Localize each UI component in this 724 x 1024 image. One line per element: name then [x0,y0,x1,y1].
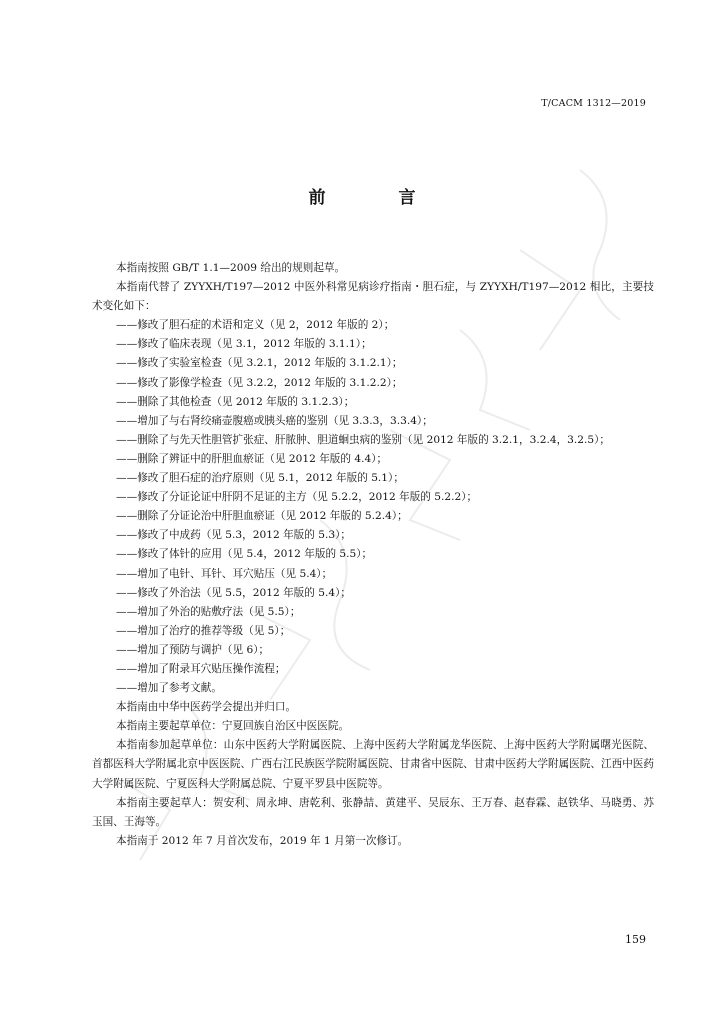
standard-code: T/CACM 1312—2019 [541,98,646,109]
change-item: ——增加了电针、耳针、耳穴贴压（见 5.4）； [116,567,333,580]
change-item: ——修改了胆石症的术语和定义（见 2，2012 年版的 2）； [116,319,395,332]
change-item: ——增加了外治的贴敷疗法（见 5.5）； [116,605,301,618]
paragraph: 本指南主要起草单位：宁夏回族自治区中医医院。 [116,720,350,733]
change-item: ——增加了与右肾绞痛壶腹癌或胰头癌的鉴别（见 3.3.3，3.3.4）； [116,414,433,427]
change-item: ——修改了体针的应用（见 5.4，2012 年版的 5.5）； [116,548,373,561]
paragraph: 本指南主要起草人：贺安利、周永坤、唐乾利、张静喆、黄建平、吴辰东、王万春、赵春霖、赵铁华、马晓勇、苏玉国、王海等。 [92,796,654,828]
change-item: ——修改了实验室检查（见 3.2.1，2012 年版的 3.1.2.1）； [116,357,403,370]
paragraph: 本指南由中华中医药学会提出并归口。 [116,701,297,714]
paragraph: 本指南按照 GB/T 1.1—2009 给出的规则起草。 [116,262,346,274]
change-item: ——删除了分证论治中肝胆血瘀证（见 2012 年版的 5.2.4）； [116,510,408,523]
change-item: ——修改了临床表现（见 3.1，2012 年版的 3.1.1）； [116,338,372,351]
change-item: ——增加了治疗的推荐等级（见 5）； [116,624,291,637]
paragraph: 本指南于 2012 年 7 月首次发布，2019 年 1 月第一次修订。 [116,834,409,847]
change-item: ——增加了参考文献。 [116,682,222,695]
change-item: ——删除了与先天性胆管扩张症、肝脓肿、胆道蛔虫病的鉴别（见 2012 年版的 3.2.1，3.2.4，3.2.5）； [116,433,610,446]
change-item: ——删除了其他检查（见 2012 年版的 3.1.2.3）； [116,395,355,408]
change-item: ——修改了胆石症的治疗原则（见 5.1，2012 年版的 5.1）； [116,472,404,485]
change-item: ——修改了中成药（见 5.3，2012 年版的 5.3）； [116,529,351,542]
change-item: ——删除了辨证中的肝胆血瘀证（见 2012 年版的 4.4）； [116,452,388,465]
page-title: 前 言 [308,188,444,208]
change-item: ——修改了影像学检查（见 3.2.2，2012 年版的 3.1.2.2）； [116,376,403,389]
change-item: ——修改了分证论证中肝阴不足证的主方（见 5.2.2，2012 年版的 5.2.2）； [116,491,478,504]
change-item: ——增加了预防与调护（见 6）； [116,643,270,656]
paragraph: 本指南代替了 ZYYXH/T197—2012 中医外科常见病诊疗指南・胆石症，与 ZYYXH/T197—2012 相比，主要技术变化如下： [92,281,654,313]
document-body [92,259,654,851]
paragraph: 本指南参加起草单位：山东中医药大学附属医院、上海中医药大学附属龙华医院、上海中医药大学附属曙光医院、首都医科大学附属北京中医医院、广西右江民族医学院附属医院、甘肃省中医院、甘肃中医药大学附属医院、江西中医药大学附属医院、宁夏医科大学附属总院、宁夏平罗县中医院等。 [92,739,654,790]
page-number: 159 [625,933,646,946]
change-item: ——修改了外治法（见 5.5，2012 年版的 5.4）； [116,586,351,599]
change-item: ——增加了附录耳穴贴压操作流程； [116,662,286,675]
